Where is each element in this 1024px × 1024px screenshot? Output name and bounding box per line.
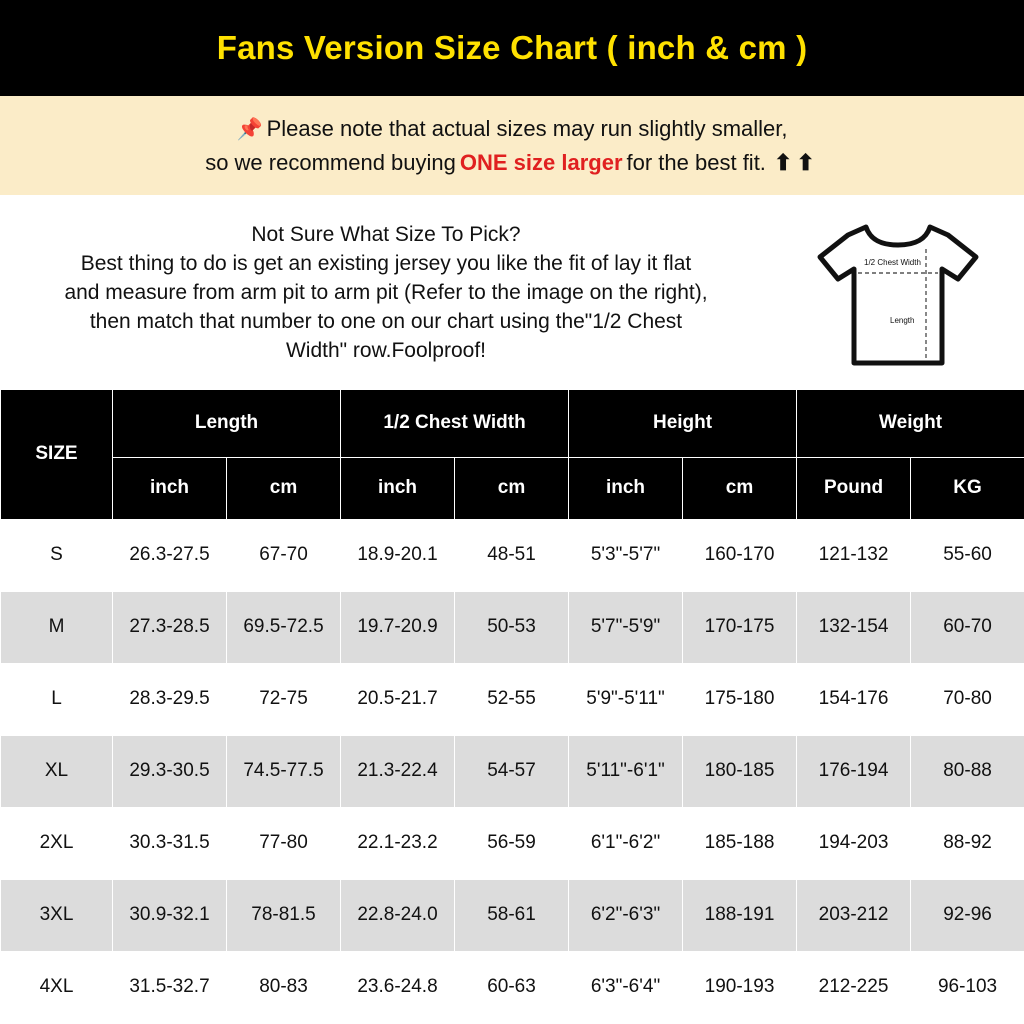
cell-chest-cm: 54-57 — [455, 735, 569, 807]
note-text-2-post: for the best fit. — [626, 149, 766, 175]
cell-chest-inch: 22.8-24.0 — [341, 879, 455, 951]
cell-height-cm: 160-170 — [683, 519, 797, 591]
cell-height-inch: 6'2"-6'3" — [569, 879, 683, 951]
cell-length-cm: 80-83 — [227, 951, 341, 1023]
cell-length-inch: 31.5-32.7 — [113, 951, 227, 1023]
cell-height-cm: 190-193 — [683, 951, 797, 1023]
cell-weight-kg: 92-96 — [911, 879, 1024, 951]
up-arrows-icon: ⬆⬆ — [773, 149, 819, 175]
advice-line-1: Not Sure What Size To Pick? — [251, 222, 521, 246]
cell-height-cm: 180-185 — [683, 735, 797, 807]
header-unit-chest-cm: cm — [455, 457, 569, 519]
cell-height-cm: 175-180 — [683, 663, 797, 735]
cell-height-cm: 185-188 — [683, 807, 797, 879]
table-row — [1, 519, 1024, 591]
cell-weight-pound: 212-225 — [797, 951, 911, 1023]
cell-length-inch: 28.3-29.5 — [113, 663, 227, 735]
cell-chest-inch: 22.1-23.2 — [341, 807, 455, 879]
note-line-2 — [205, 150, 819, 176]
advice-line-2: Best thing to do is get an existing jersey you like the fit of lay it flat — [80, 251, 692, 275]
advice-text — [0, 220, 766, 365]
cell-length-inch: 27.3-28.5 — [113, 591, 227, 663]
cell-chest-cm: 60-63 — [455, 951, 569, 1023]
row-size: 4XL — [1, 951, 113, 1023]
cell-length-inch: 30.3-31.5 — [113, 807, 227, 879]
cell-weight-kg: 70-80 — [911, 663, 1024, 735]
advice-line-4: then match that number to one on our chart using the"1/2 Chest — [89, 309, 683, 333]
cell-weight-kg: 60-70 — [911, 591, 1024, 663]
cell-weight-kg: 80-88 — [911, 735, 1024, 807]
cell-chest-inch: 23.6-24.8 — [341, 951, 455, 1023]
cell-chest-inch: 20.5-21.7 — [341, 663, 455, 735]
cell-length-inch: 26.3-27.5 — [113, 519, 227, 591]
table-row — [1, 663, 1024, 735]
cell-length-cm: 69.5-72.5 — [227, 591, 341, 663]
note-emphasis: ONE size larger — [459, 149, 623, 175]
note-text-2-pre: so we recommend buying — [205, 149, 456, 175]
cell-length-cm: 74.5-77.5 — [227, 735, 341, 807]
header-size: SIZE — [1, 389, 113, 519]
cell-weight-pound: 176-194 — [797, 735, 911, 807]
table-row — [1, 879, 1024, 951]
cell-height-inch: 5'3"-5'7" — [569, 519, 683, 591]
header-unit-length-cm: cm — [227, 457, 341, 519]
note-line-1 — [236, 116, 787, 142]
size-table — [0, 389, 1024, 1024]
cell-height-inch: 5'11"-6'1" — [569, 735, 683, 807]
cell-height-inch: 6'1"-6'2" — [569, 807, 683, 879]
page-title: Fans Version Size Chart ( inch & cm ) — [216, 28, 808, 66]
cell-chest-inch: 21.3-22.4 — [341, 735, 455, 807]
cell-chest-cm: 58-61 — [455, 879, 569, 951]
cell-weight-pound: 194-203 — [797, 807, 911, 879]
chest-width-label: 1/2 Chest Width — [864, 258, 921, 268]
cell-height-inch: 6'3"-6'4" — [569, 951, 683, 1023]
cell-length-cm: 77-80 — [227, 807, 341, 879]
cell-height-cm: 188-191 — [683, 879, 797, 951]
row-size: M — [1, 591, 113, 663]
cell-weight-pound: 132-154 — [797, 591, 911, 663]
header-unit-height-cm: cm — [683, 457, 797, 519]
cell-chest-cm: 48-51 — [455, 519, 569, 591]
header-group-weight: Weight — [797, 389, 1024, 457]
cell-chest-inch: 18.9-20.1 — [341, 519, 455, 591]
header-unit-length-inch: inch — [113, 457, 227, 519]
note-text-1: Please note that actual sizes may run slightly smaller, — [266, 115, 788, 141]
cell-length-inch: 30.9-32.1 — [113, 879, 227, 951]
length-label: Length — [890, 316, 915, 326]
cell-length-cm: 72-75 — [227, 663, 341, 735]
title-bar — [0, 0, 1024, 96]
table-unit-header-row — [1, 457, 1024, 519]
row-size: 3XL — [1, 879, 113, 951]
row-size: 2XL — [1, 807, 113, 879]
advice-line-3: and measure from arm pit to arm pit (Refer to the image on the right), — [64, 280, 708, 304]
row-size: XL — [1, 735, 113, 807]
header-unit-chest-inch: inch — [341, 457, 455, 519]
cell-weight-pound: 203-212 — [797, 879, 911, 951]
cell-weight-pound: 121-132 — [797, 519, 911, 591]
row-size: L — [1, 663, 113, 735]
cell-height-inch: 5'7"-5'9" — [569, 591, 683, 663]
cell-chest-cm: 52-55 — [455, 663, 569, 735]
table-row — [1, 735, 1024, 807]
cell-length-cm: 67-70 — [227, 519, 341, 591]
header-group-length: Length — [113, 389, 341, 457]
table-group-header-row — [1, 389, 1024, 457]
size-table-area — [0, 389, 1024, 1024]
header-group-height: Height — [569, 389, 797, 457]
header-group-chest-width: 1/2 Chest Width — [341, 389, 569, 457]
pushpin-icon: 📌 — [236, 118, 263, 142]
header-unit-weight-kg: KG — [911, 457, 1024, 519]
cell-length-inch: 29.3-30.5 — [113, 735, 227, 807]
cell-length-cm: 78-81.5 — [227, 879, 341, 951]
row-size: S — [1, 519, 113, 591]
cell-weight-kg: 88-92 — [911, 807, 1024, 879]
table-row — [1, 591, 1024, 663]
tshirt-measure-icon — [808, 213, 988, 378]
table-row — [1, 807, 1024, 879]
cell-chest-cm: 56-59 — [455, 807, 569, 879]
header-unit-weight-pound: Pound — [797, 457, 911, 519]
cell-height-cm: 170-175 — [683, 591, 797, 663]
advice-line-5: Width" row.Foolproof! — [285, 338, 487, 362]
table-row — [1, 951, 1024, 1023]
note-banner — [0, 96, 1024, 196]
cell-chest-cm: 50-53 — [455, 591, 569, 663]
cell-weight-pound: 154-176 — [797, 663, 911, 735]
cell-height-inch: 5'9"-5'11" — [569, 663, 683, 735]
cell-chest-inch: 19.7-20.9 — [341, 591, 455, 663]
advice-block — [0, 195, 1024, 389]
header-unit-height-inch: inch — [569, 457, 683, 519]
cell-weight-kg: 55-60 — [911, 519, 1024, 591]
cell-weight-kg: 96-103 — [911, 951, 1024, 1023]
